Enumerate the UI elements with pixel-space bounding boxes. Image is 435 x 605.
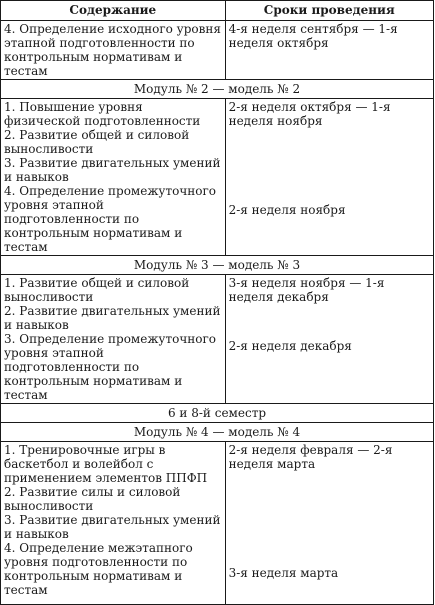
term-cell <box>225 21 433 80</box>
term-text: 2-я неделя ноября <box>228 203 346 217</box>
list-item: 2. Развитие силы и силовой выносливости <box>4 485 181 513</box>
list-item: 3. Развитие двигательных умений и навыков <box>4 513 221 541</box>
list-item: 3. Определение промежуточного уровня этапной подготовленности по контрольным нормативам и тестам <box>4 332 216 402</box>
term-text: 2-я неделя декабря <box>228 339 352 353</box>
list-item: 1. Тренировочные игры в баскетбол и волейбол с применением элементов ППФП <box>4 443 208 485</box>
term-text: 3-я неделя ноября — 1-я неделя декабря <box>228 276 385 304</box>
term-cell <box>225 99 433 256</box>
term-text: 4-я неделя сентября — 1-я неделя октября <box>228 22 398 50</box>
list-item: 3. Развитие двигательных умений и навыков <box>4 156 221 184</box>
semester-row <box>1 404 434 423</box>
semester-title: 6 и 8-й семестр <box>1 404 434 423</box>
table-row <box>1 275 434 404</box>
term-cell <box>225 442 433 605</box>
module-title-row <box>1 423 434 442</box>
module-2-title: Модуль № 2 — модель № 2 <box>1 80 434 99</box>
list-item: 1. Повышение уровня физической подготовленности <box>4 100 201 128</box>
module-title-row <box>1 256 434 275</box>
list-item: 4. Определение исходного уровня этапной подготовленности по контрольным нормативам и тестам <box>4 22 221 78</box>
module-title-row <box>1 80 434 99</box>
term-text: 3-я неделя марта <box>228 566 339 580</box>
list-item: 4. Определение межэтапного уровня подготовленности по контрольным нормативам и тестам <box>4 541 193 597</box>
term-cell <box>225 275 433 404</box>
list-item: 4. Определение промежуточного уровня этапной подготовленности по контрольным нормативам и тестам <box>4 184 216 254</box>
module-4-title: Модуль № 4 — модель № 4 <box>1 423 434 442</box>
content-cell <box>1 21 226 80</box>
table-row <box>1 21 434 80</box>
term-text: 2-я неделя февраля — 2-я неделя марта <box>228 443 393 471</box>
module-3-title: Модуль № 3 — модель № 3 <box>1 256 434 275</box>
list-item: 2. Развитие двигательных умений и навыков <box>4 304 221 332</box>
list-item: 2. Развитие общей и силовой выносливости <box>4 128 190 156</box>
table-row <box>1 442 434 605</box>
table-header-row <box>1 1 434 21</box>
list-item: 1. Развитие общей и силовой выносливости <box>4 276 190 304</box>
content-cell <box>1 275 226 404</box>
content-cell <box>1 99 226 256</box>
header-terms: Сроки проведения <box>225 1 433 21</box>
term-text: 2-я неделя октября — 1-я неделя ноября <box>228 100 391 128</box>
content-cell <box>1 442 226 605</box>
header-content: Содержание <box>1 1 226 21</box>
table-row <box>1 99 434 256</box>
